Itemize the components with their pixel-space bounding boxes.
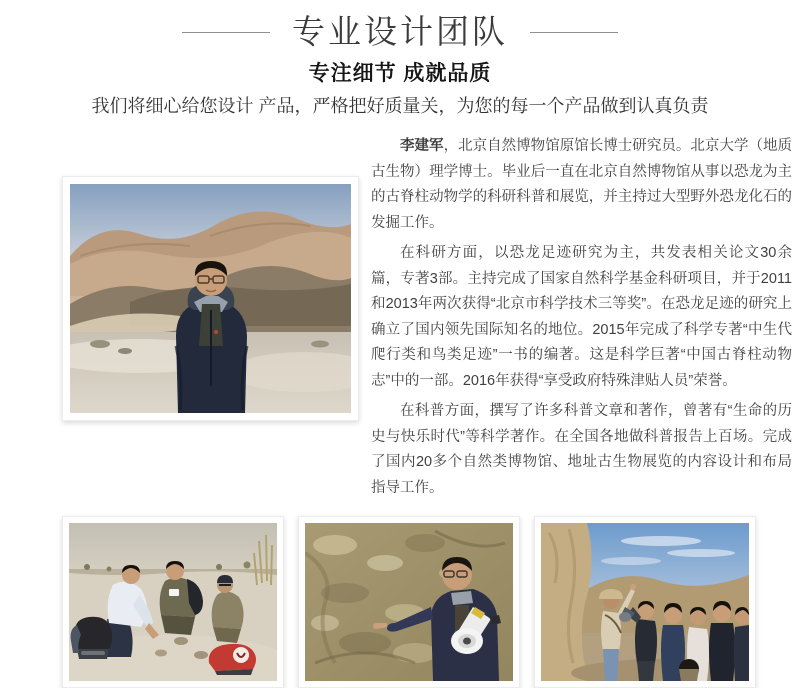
title-row	[0, 12, 800, 52]
page-title: 专业设计团队	[292, 13, 508, 50]
fieldwork-photo-3	[534, 516, 756, 688]
section-subtitle: 专注细节 成就品质	[308, 62, 492, 85]
section-header	[0, 0, 800, 118]
profile-section	[62, 134, 792, 506]
person-name: 李建军	[400, 138, 444, 154]
bio-paragraph-3: 在科普方面，撰写了许多科普文章和著作，曾著有“生命的历史与快乐时代”等科学著作。在全国各地做科普报告上百场。完成了国内20多个自然类博物馆、地址古生物展览的内容设计和布局指导工作。	[371, 403, 792, 496]
bio-text	[371, 134, 792, 506]
portrait-photo	[62, 176, 359, 421]
bio-paragraph-2: 在科研方面，以恐龙足迹研究为主，共发表相关论文30余篇，专著3部。主持完成了国家自然科学基金科研项目，并于2011和2013年两次获得“北京市科学技术三等奖”。在恐龙足迹的研究上确立了国内领先国际知名的地位。2015年完成了科学专著“中生代爬行类和鸟类足迹”一书的编著。这是科学巨著“中国古脊柱动物志”中的一部。2016年获得“享受政府特殊津贴人员”荣誉。	[371, 245, 792, 389]
fieldwork-gallery	[62, 516, 800, 688]
section-description: 我们将细心给您设计 产品，严格把好质量关，为您的每一个产品做到认真负责	[91, 96, 709, 116]
fieldwork-photo-2	[298, 516, 520, 688]
fieldwork-photo-1	[62, 516, 284, 688]
title-right-divider	[530, 32, 618, 33]
bio-paragraph-1: 李建军，北京自然博物馆原馆长博士研究员。北京大学（地质古生物）理学博士。毕业后一直在北京自然博物馆从事以恐龙为主的古脊柱动物学的科研科普和展览，并主持过大型野外恐龙化石的发掘工作。	[371, 138, 793, 231]
title-left-divider	[182, 32, 270, 33]
